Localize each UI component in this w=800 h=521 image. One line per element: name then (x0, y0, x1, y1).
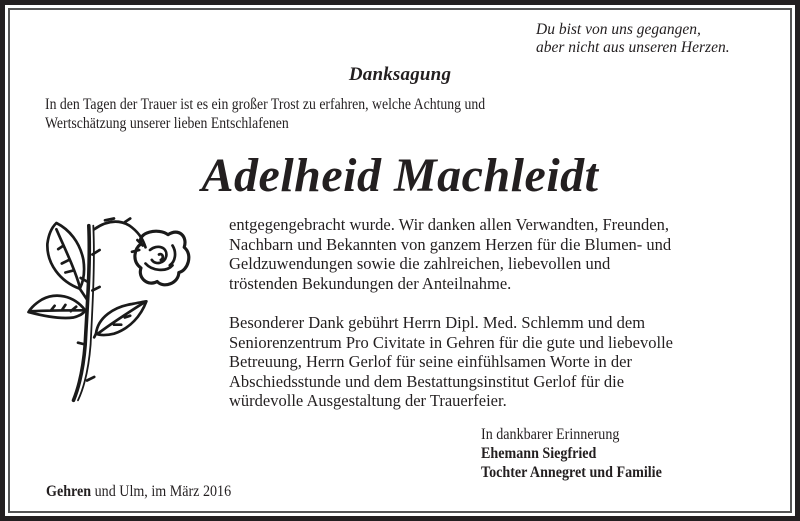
paragraph-line: Besonderer Dank gebührt Herrn Dipl. Med. Schlemm und dem (229, 313, 646, 332)
motto-line: aber nicht aus unseren Herzen. (536, 39, 730, 56)
motto-line: Du bist von uns gegangen, (536, 21, 701, 38)
closing-phrase: In dankbarer Erinnerung (481, 426, 620, 443)
date-text: und Ulm, im März 2016 (91, 483, 232, 500)
paragraph-line: tröstenden Bekundungen der Anteilnahme. (229, 273, 512, 293)
paragraph-line: Betreuung, Herrn Gerlof für seine einfühlsamen Worte in der (229, 352, 632, 371)
paragraph-line: Geldzuwendungen sowie die zahlreichen, liebevollen und (229, 254, 611, 273)
thanks-paragraph (229, 215, 671, 293)
rose-icon (24, 206, 204, 411)
signer: Tochter Annegret und Familie (481, 464, 662, 481)
motto (536, 21, 730, 57)
paragraph-line: entgegengebracht wurde. Wir danken allen Verwandten, Freunden, (229, 215, 669, 234)
intro-text (45, 95, 485, 133)
signer: Ehemann Siegfried (481, 445, 597, 462)
closing-block (481, 425, 662, 482)
intro-line: Wertschätzung unserer lieben Entschlafenen (45, 115, 289, 132)
special-thanks-paragraph (229, 313, 673, 411)
place-name: Gehren (46, 483, 92, 500)
place-date (46, 483, 231, 501)
intro-line: In den Tagen der Trauer ist es ein großer Trost zu erfahren, welche Achtung und (45, 96, 486, 113)
notice-title: Danksagung (348, 64, 452, 85)
paragraph-line: Seniorenzentrum Pro Civitate in Gehren für die gute und liebevolle (229, 332, 674, 352)
paragraph-line: würdevolle Ausgestaltung der Trauerfeier. (229, 391, 507, 410)
deceased-name: Adelheid Machleidt (201, 149, 599, 202)
paragraph-line: Abschiedsstunde und dem Bestattungsinstitut Gerlof für die (229, 371, 625, 391)
paragraph-line: Nachbarn und Bekannten von ganzem Herzen für die Blumen- und (229, 234, 672, 254)
